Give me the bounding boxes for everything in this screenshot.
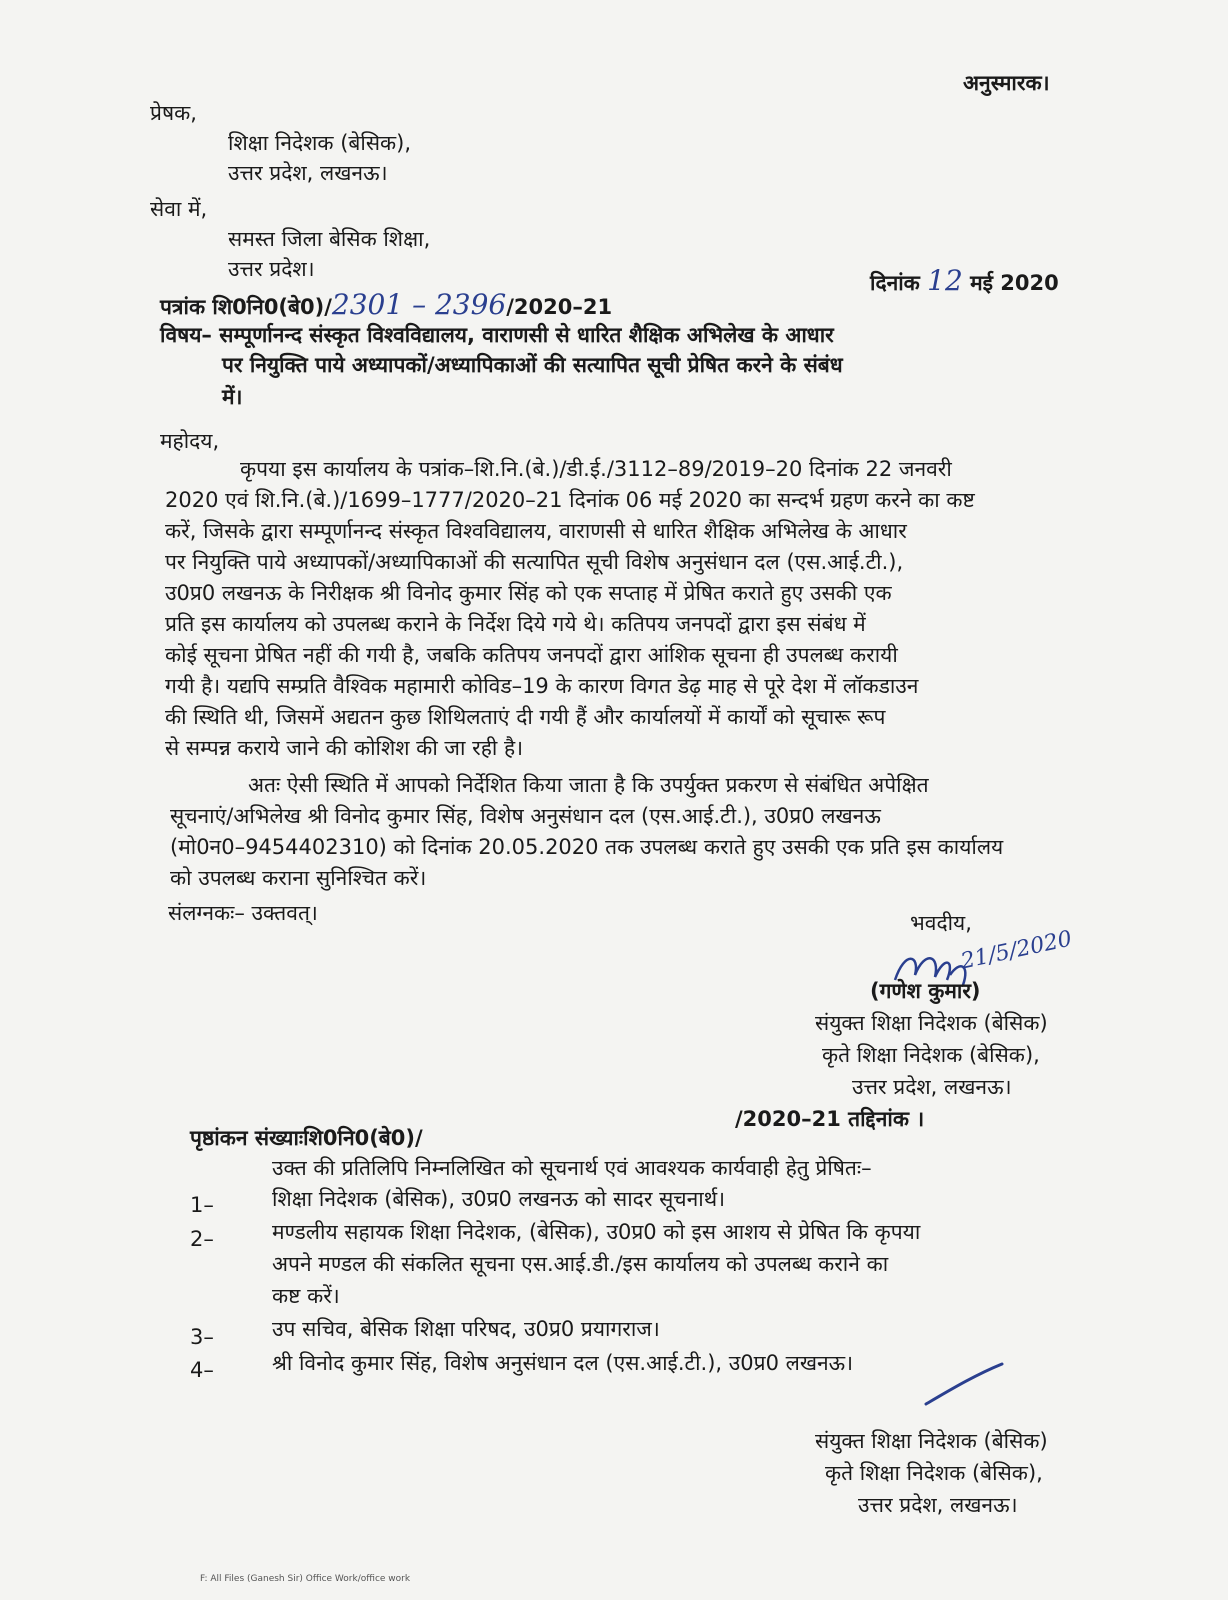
signature2-designation-1: संयुक्त शिक्षा निदेशक (बेसिक) — [815, 1429, 1048, 1453]
para1-line: पर नियुक्ति पाये अध्यापकों/अध्यापिकाओं की सत्यापित सूची विशेष अनुसंधान दल (एस.आई.टी.), — [165, 550, 904, 574]
endorsement-number-label: पृष्ठांकन संख्याःशि0नि0(बे0)/ — [190, 1126, 423, 1150]
date-day-handwritten: 12 — [927, 264, 963, 297]
reference-number — [160, 288, 613, 321]
signature2-designation-3: उत्तर प्रदेश, लखनऊ। — [858, 1493, 1018, 1517]
signatory-designation-1: संयुक्त शिक्षा निदेशक (बेसिक) — [815, 1011, 1048, 1035]
para1-line: कृपया इस कार्यालय के पत्रांक–शि.नि.(बे.)/डी.ई./3112–89/2019–20 दिनांक 22 जनवरी — [240, 457, 952, 481]
copy-item-text: श्री विनोद कुमार सिंह, विशेष अनुसंधान दल (एस.आई.टी.), उ0प्र0 लखनऊ। — [272, 1351, 854, 1375]
signature-date-handwritten: 21/5/2020 — [958, 926, 1075, 975]
reference-suffix: /2020–21 — [506, 295, 613, 319]
endorsement-number-suffix: /2020–21 तद्दिनांक । — [735, 1107, 925, 1131]
para1-line: से सम्पन्न कराये जाने की कोशिश की जा रही है। — [165, 736, 524, 760]
para2-line: को उपलब्ध कराना सुनिश्चित करें। — [170, 866, 427, 890]
para1-line: कोई सूचना प्रेषित नहीं की गयी है, जबकि कतिपय जनपदों द्वारा आंशिक सूचना ही उपलब्ध करायी — [165, 643, 898, 667]
para1-line: प्रति इस कार्यालय को उपलब्ध कराने के निर्देश दिये गये थे। कतिपय जनपदों द्वारा इस संबंध में — [165, 612, 866, 636]
sender-label: प्रेषक, — [150, 101, 197, 125]
para1-line: गयी है। यद्यपि सम्प्रति वैश्विक महामारी कोविड–19 के कारण विगत डेढ़ माह से पूरे देश में लॉकडाउन — [165, 674, 919, 698]
reference-date — [870, 264, 1059, 297]
copy-item-text: कष्ट करें। — [272, 1284, 340, 1308]
reminder-heading: अनुस्मारक। — [963, 71, 1050, 95]
reference-handwritten-number: 2301 – 2396 — [331, 288, 507, 321]
recipient-line-1: समस्त जिला बेसिक शिक्षा, — [228, 227, 431, 251]
signature-stroke-2 — [920, 1360, 1010, 1410]
para2-line: सूचनाएं/अभिलेख श्री विनोद कुमार सिंह, विशेष अनुसंधान दल (एस.आई.टी.), उ0प्र0 लखनऊ — [170, 804, 881, 828]
subject-line-2: पर नियुक्ति पाये अध्यापकों/अध्यापिकाओं की सत्यापित सूची प्रेषित करने के संबंध — [222, 353, 843, 377]
para1-line: उ0प्र0 लखनऊ के निरीक्षक श्री विनोद कुमार सिंह को एक सप्ताह में प्रेषित कराते हुए उसकी एक — [165, 581, 892, 605]
copy-item-number: 1– — [190, 1193, 214, 1217]
para2-line: (मो0न0–9454402310) को दिनांक 20.05.2020 तक उपलब्ध कराते हुए उसकी एक प्रति इस कार्यालय — [170, 835, 1004, 859]
copy-item-number: 2– — [190, 1227, 214, 1251]
salutation: महोदय, — [160, 429, 220, 453]
copy-item-text: शिक्षा निदेशक (बेसिक), उ0प्र0 लखनऊ को सादर सूचनार्थ। — [272, 1187, 726, 1211]
copy-item-number: 4– — [190, 1358, 214, 1382]
para1-line: की स्थिति थी, जिसमें अद्यतन कुछ शिथिलताएं दी गयी हैं और कार्यालयों में कार्यों को सूचारू रूप — [165, 705, 886, 729]
copy-item-text: मण्डलीय सहायक शिक्षा निदेशक, (बेसिक), उ0प्र0 को इस आशय से प्रेषित कि कृपया — [272, 1220, 921, 1244]
signatory-name: (गणेश कुमार) — [870, 979, 981, 1003]
copy-item-number: 3– — [190, 1325, 214, 1349]
subject-line-1: विषय– सम्पूर्णानन्द संस्कृत विश्वविद्यालय, वाराणसी से धारित शैक्षिक अभिलेख के आधार — [160, 323, 834, 347]
file-path-footer: F: All Files (Ganesh Sir) Office Work/office work — [200, 1574, 411, 1584]
sender-line-1: शिक्षा निदेशक (बेसिक), — [228, 131, 412, 155]
copy-item-text: उप सचिव, बेसिक शिक्षा परिषद, उ0प्र0 प्रयागराज। — [272, 1317, 660, 1341]
date-label: दिनांक — [870, 271, 920, 295]
para1-line: करें, जिसके द्वारा सम्पूर्णानन्द संस्कृत विश्वविद्यालय, वाराणसी से धारित शैक्षिक अभिलेख के आधार — [165, 519, 907, 543]
enclosure: संलग्नकः– उक्तवत्। — [168, 901, 318, 925]
signatory-designation-3: उत्तर प्रदेश, लखनऊ। — [852, 1075, 1012, 1099]
date-rest: मई 2020 — [970, 271, 1059, 295]
signature2-designation-2: कृते शिक्षा निदेशक (बेसिक), — [825, 1461, 1043, 1485]
subject-line-3: में। — [222, 385, 243, 409]
para2-line: अतः ऐसी स्थिति में आपको निर्देशित किया जाता है कि उपर्युक्त प्रकरण से संबंधित अपेक्षित — [248, 773, 929, 797]
para1-line: 2020 एवं शि.नि.(बे.)/1699–1777/2020–21 दिनांक 06 मई 2020 का सन्दर्भ ग्रहण करने का कष्ट — [165, 488, 975, 512]
endorsement-intro: उक्त की प्रतिलिपि निम्नलिखित को सूचनार्थ एवं आवश्यक कार्यवाही हेतु प्रेषितः– — [272, 1156, 872, 1180]
closing: भवदीय, — [910, 911, 972, 935]
signatory-designation-2: कृते शिक्षा निदेशक (बेसिक), — [822, 1043, 1040, 1067]
recipient-label: सेवा में, — [150, 197, 208, 221]
sender-line-2: उत्तर प्रदेश, लखनऊ। — [228, 161, 388, 185]
copy-item-text: अपने मण्डल की संकलित सूचना एस.आई.डी./इस कार्यालय को उपलब्ध कराने का — [272, 1252, 889, 1276]
reference-prefix: पत्रांक शि0नि0(बे0)/ — [160, 295, 332, 319]
recipient-line-2: उत्तर प्रदेश। — [228, 257, 315, 281]
